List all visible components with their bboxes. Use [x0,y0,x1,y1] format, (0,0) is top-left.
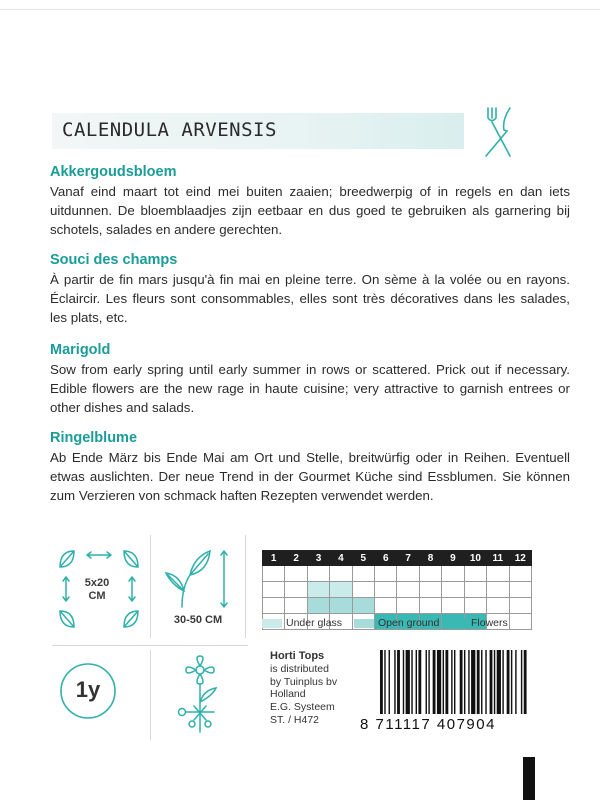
barcode-bar [511,650,512,714]
company-line: is distributed [270,662,329,675]
calendar-cell [397,598,419,614]
barcode-bar [394,650,395,714]
calendar-cell [330,566,352,582]
spacing-label: 5x20 CM [84,577,110,602]
company-name: Horti Tops [270,650,325,662]
company-line: by Tuinplus bv [270,675,338,688]
legend-open-ground [354,617,439,629]
barcode-bar [426,650,427,714]
calendar-cell [487,582,509,598]
section-body: Sow from early spring until early summer in rows or scattered. Prick out if necessary. Edible flowers are the new rage in haute cuisine; very attractive to garnish entrees or other dishes and salads. [50,362,570,416]
calendar-cell [285,598,307,614]
calendar-cell [330,582,352,598]
section-heading: Ringelblume [50,430,138,446]
barcode-bar [471,650,475,714]
calendar-cell [442,598,464,614]
calendar-cell [419,582,441,598]
barcode-bar [380,650,383,714]
swatch-under-glass [262,619,282,628]
calendar-cell [375,582,397,598]
section-french [50,251,570,328]
calendar-cell [419,598,441,614]
month-header: 12 [509,551,531,566]
month-header: 4 [330,551,352,566]
top-rule [0,9,600,10]
calendar-cell [442,582,464,598]
barcode-bar [437,650,441,714]
barcode-bar [384,650,385,714]
barcode-bar [490,650,493,714]
barcode-bar [416,650,417,714]
barcode [380,650,528,714]
calendar-cell [464,582,486,598]
calendar-cell [352,598,374,614]
calendar-row [263,598,532,614]
calendar-cell [509,598,531,614]
month-header: 2 [285,551,307,566]
calendar-cell [307,566,329,582]
calendar-cell [509,582,531,598]
barcode-bar [515,650,516,714]
flower-cut-icon [172,654,232,738]
section-heading: Souci des champs [50,252,178,268]
barcode-bar [433,650,436,714]
calendar-cell [263,582,285,598]
calendar-row [263,582,532,598]
month-header: 8 [419,551,441,566]
barcode-bar [524,650,527,714]
month-header: 1 [263,551,285,566]
divider [245,535,246,638]
calendar-cell [330,598,352,614]
print-mark [523,757,535,800]
barcode-bar [494,650,495,714]
company-line: E.G. Systeem [270,701,335,714]
calendar-cell [263,566,285,582]
legend-under-glass [262,617,342,629]
calendar-cell [464,566,486,582]
barcode-bar [468,650,469,714]
barcode-bar [502,650,503,714]
section-body: À partir de fin mars jusqu'à fin mai en pleine terre. On sème à la volée ou en rayons. Éclaircir. Les fleurs sont consommables, elles sont très décoratives dans les salades, les plats, etc. [50,272,570,326]
barcode-bar [406,650,410,714]
plant-height-icon [160,545,240,615]
calendar-cell [509,566,531,582]
calendar-cell [375,598,397,614]
company-line: ST. / H472 [270,713,320,726]
barcode-bar [428,650,429,714]
calendar-cell [285,582,307,598]
barcode-number: 8 711117 407904 [360,716,496,733]
calendar-cell [419,566,441,582]
company-line: Holland [270,688,306,701]
fork-knife-icon [480,104,516,160]
barcode-bar [497,650,501,714]
calendar-cell [352,566,374,582]
section-body: Vanaf eind maart tot eind mei buiten zaaien; breedwerpig of in regels en dan iets uitdunnen. De bloemblaadjes zijn eetbaar en dus goed te gebruiken als garnering bij schotels, salades en andere gerechten. [50,184,570,238]
calendar-cell [263,598,285,614]
barcode-bar [445,650,448,714]
barcode-bar [521,650,522,714]
calendar-cell [397,566,419,582]
barcode-bar [403,650,404,714]
calendar-cell [487,566,509,582]
legend-flowers [447,617,508,629]
legend-label: Under glass [286,617,343,629]
calendar-cell [397,582,419,598]
swatch-flowers [447,619,467,628]
barcode-bar [477,650,480,714]
annual-label: 1y [75,677,101,702]
distributor-info [270,650,337,727]
barcode-bar [485,650,486,714]
calendar-legend [262,617,532,631]
month-header: 7 [397,551,419,566]
legend-label: Flowers [471,617,508,629]
calendar-cell [442,566,464,582]
barcode-bar [460,650,463,714]
calendar-row [263,566,532,582]
calendar-cell [307,582,329,598]
barcode-bar [411,650,412,714]
height-label: 30-50 CM [173,614,223,626]
barcode-bar [443,650,444,714]
barcode-bar [464,650,465,714]
barcode-bar [481,650,482,714]
divider [150,650,151,740]
product-title: CALENDULA ARVENSIS [62,119,277,141]
month-header: 3 [307,551,329,566]
month-header: 10 [464,551,486,566]
barcode-bar [418,650,421,714]
barcode-bar [397,650,400,714]
calendar-cell [375,566,397,582]
calendar-cell [285,566,307,582]
calendar-cell [307,598,329,614]
barcode-bar [507,650,510,714]
legend-label: Open ground [378,617,440,629]
divider [52,645,248,646]
month-header: 6 [375,551,397,566]
section-dutch [50,163,570,240]
divider [150,535,151,638]
month-header: 11 [487,551,509,566]
section-heading: Marigold [50,342,111,358]
section-heading: Akkergoudsbloem [50,164,177,180]
barcode-bar [454,650,455,714]
barcode-bar [451,650,452,714]
section-german [50,429,570,506]
calendar-cell [464,598,486,614]
month-header: 5 [352,551,374,566]
section-body: Ab Ende März bis Ende Mai am Ort und Stelle, breitwürfig oder in Reihen. Eventuell etwas auslichten. Der neue Trend in der Gourmet Küche sind Essblumen. Sie können zum Verzieren von schmack haften Rezepten verwendet werden. [50,450,570,504]
calendar-cell [352,582,374,598]
barcode-bar [389,650,390,714]
calendar-cell [487,598,509,614]
section-english [50,341,570,418]
month-header: 9 [442,551,464,566]
swatch-open-ground [354,619,374,628]
